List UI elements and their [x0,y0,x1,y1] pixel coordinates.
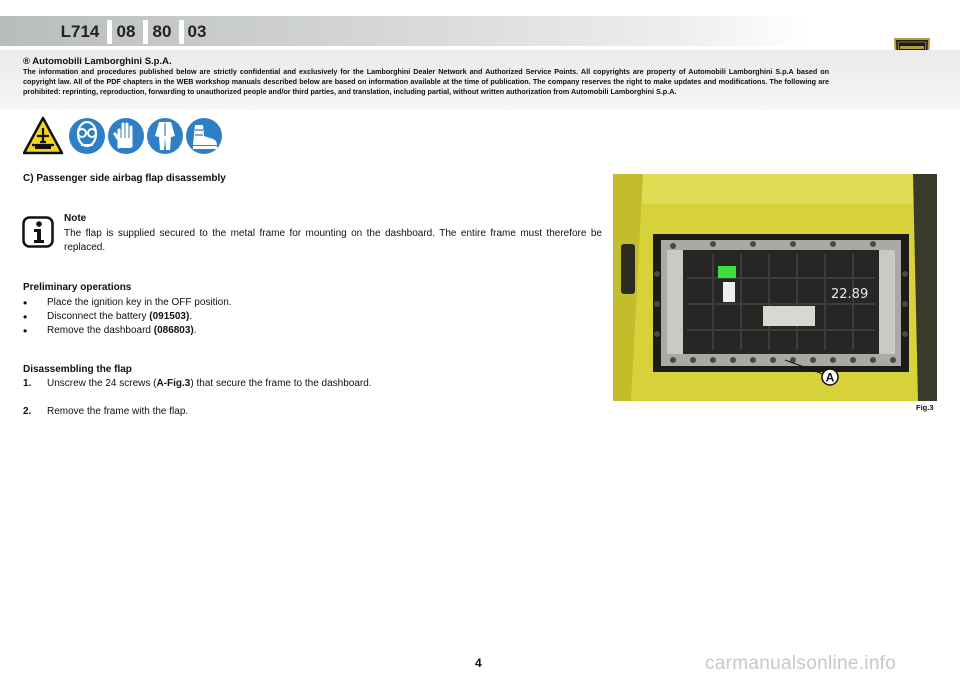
step-text: Remove the frame with the flap. [47,406,189,417]
safety-goggles-icon [69,118,105,154]
watermark: carmanualsonline.info [705,653,897,674]
disassembling-heading: Disassembling the flap [23,364,132,375]
airbag-frame-photo [613,174,937,401]
step-text: Unscrew the 24 screws ( [47,378,157,389]
subgroup-code: 80 [152,22,172,41]
preliminary-list [23,296,232,338]
preliminary-heading: Preliminary operations [23,282,132,293]
step-item [23,378,372,389]
callout-letter: A [825,370,835,385]
list-item [23,296,232,310]
item-text: Disconnect the battery [47,311,150,322]
bullet-icon: • [23,324,28,338]
note-text: The flap is supplied secured to the metal frame for mounting on the dashboard. The entire frame must therefore be replaced. [64,228,602,253]
section-code: 03 [187,22,207,41]
step-number: 1. [23,378,32,389]
figure-label: Fig.3 [916,403,934,412]
copyright-notice: The information and procedures published below are strictly confidential and exclusively for the Lamborghini Dealer Network and Authorized Service Points. All copyrights are property of Automobili Lamborghini S.p.A based on copyright law. All of the PDF chapters in the WEB workshop manuals described below are based on information available at the time of publication. The company reserves the right to make updates and modifications. The following are prohibited: reprinting, reproduction, forwarding to unauthorized people and/or third parties, and translation, including partial, without written authorization from Automobili Lamborghini S.p.A. [23,67,829,96]
bullet-icon: • [23,310,28,324]
step-reference: A-Fig.3 [156,378,191,389]
item-text: Place the ignition key in the OFF position. [47,297,232,308]
list-item: • Remove the dashboard (086803). [23,324,197,338]
bullet-icon: • [23,296,28,310]
handwritten-marking: 22.89 [831,287,869,302]
step-number: 2. [23,406,32,417]
section-title: C) Passenger side airbag flap disassembly [23,173,226,184]
item-reference: (086803) [153,325,194,336]
protective-overalls-icon [147,118,183,154]
item-reference: (091503) [149,311,190,322]
page-number: 4 [475,656,482,670]
step-item [23,406,188,417]
item-text: Remove the dashboard [47,325,154,336]
list-item: • Disconnect the battery (091503). [23,310,193,324]
safety-shoes-icon [186,118,222,154]
note-heading: Note [64,213,87,224]
company-name: ® Automobili Lamborghini S.p.A. [23,56,172,67]
safety-icons-row [23,116,233,156]
protective-gloves-icon [108,118,144,154]
info-icon [22,216,54,248]
group-code: 08 [116,22,136,41]
step-text: ) that secure the frame to the dashboard. [190,378,372,389]
warning-electrical-icon [24,118,62,153]
model-code: L714 [60,22,100,41]
